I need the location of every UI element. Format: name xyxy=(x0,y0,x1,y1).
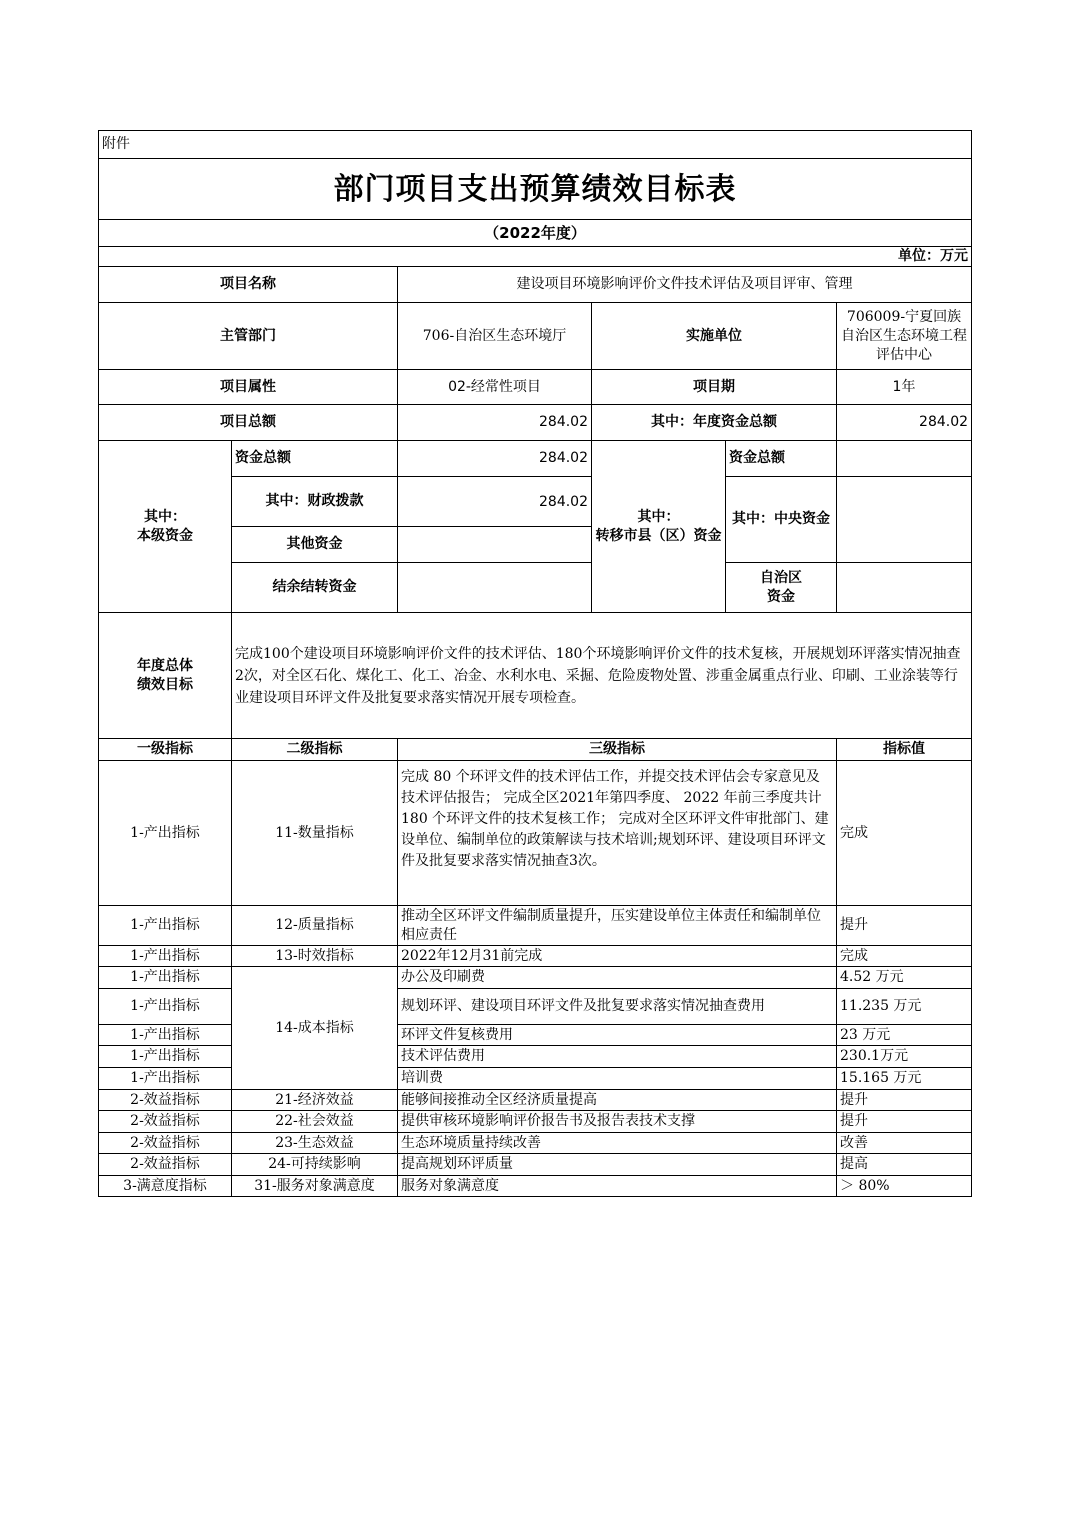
project-total-label: 项目总额 xyxy=(99,405,398,441)
table-row-value: ＞ 80% xyxy=(837,1176,972,1197)
table-row-value: 改善 xyxy=(837,1133,972,1154)
table-row-l3: 环评文件复核费用 xyxy=(398,1025,837,1046)
unit-label: 单位：万元 xyxy=(99,247,972,267)
table-row-l3: 培训费 xyxy=(398,1068,837,1090)
table-row-l3: 能够间接推动全区经济质量提高 xyxy=(398,1090,837,1111)
central-funds-label: 其中：中央资金 xyxy=(726,477,837,563)
central-funds-value xyxy=(837,477,972,563)
region-funds-value xyxy=(837,563,972,613)
page-title: 部门项目支出预算绩效目标表 xyxy=(99,159,972,220)
table-row-l3: 服务对象满意度 xyxy=(398,1176,837,1197)
other-funds-label: 其他资金 xyxy=(232,527,398,563)
table-row-l1: 1-产出指标 xyxy=(99,906,232,946)
project-attr-label: 项目属性 xyxy=(99,370,398,405)
table-row-l3: 规划环评、建设项目环评文件及批复要求落实情况抽查费用 xyxy=(398,989,837,1025)
table-row-l3: 办公及印刷费 xyxy=(398,967,837,989)
table-row-value: 15.165 万元 xyxy=(837,1068,972,1090)
project-period-value: 1年 xyxy=(837,370,972,405)
table-row-l1: 2-效益指标 xyxy=(99,1133,232,1154)
table-row-value: 完成 xyxy=(837,946,972,967)
annual-goal-text: 完成100个建设项目环境影响评价文件的技术评估、180个环境影响评价文件的技术复核，开展规划环评落实情况抽查2次，对全区石化、煤化工、化工、冶金、水利水电、采掘、危险废物处置、涉重金属重点行业、印刷、工业涂装等行业建设项目环评文件及批复要求落实情况开展专项检查。 xyxy=(232,613,972,739)
table-row-l2: 21-经济效益 xyxy=(232,1090,398,1111)
project-attr-value: 02-经常性项目 xyxy=(398,370,592,405)
table-row-l3: 技术评估费用 xyxy=(398,1046,837,1068)
table-row-value: 提升 xyxy=(837,906,972,946)
table-row-l1: 1-产出指标 xyxy=(99,967,232,989)
local-funds-label: 其中： 本级资金 xyxy=(99,441,232,613)
table-row-l2: 31-服务对象满意度 xyxy=(232,1176,398,1197)
dept-label: 主管部门 xyxy=(99,303,398,370)
table-row-l3: 提供审核环境影响评价报告书及报告表技术支撑 xyxy=(398,1111,837,1133)
table-row-value: 11.235 万元 xyxy=(837,989,972,1025)
table-row-l1: 2-效益指标 xyxy=(99,1090,232,1111)
table-row-l1: 2-效益指标 xyxy=(99,1154,232,1176)
table-row-l2: 24-可持续影响 xyxy=(232,1154,398,1176)
dept-value: 706-自治区生态环境厅 xyxy=(398,303,592,370)
table-row-value: 23 万元 xyxy=(837,1025,972,1046)
table-row-l1: 1-产出指标 xyxy=(99,946,232,967)
budget-performance-form xyxy=(98,130,971,1197)
funds-total-value: 284.02 xyxy=(398,441,592,477)
table-row-l1: 1-产出指标 xyxy=(99,1068,232,1090)
header-level2: 二级指标 xyxy=(232,739,398,761)
table-row-l3: 提高规划环评质量 xyxy=(398,1154,837,1176)
table-row-l2: 23-生态效益 xyxy=(232,1133,398,1154)
carryover-funds-value xyxy=(398,563,592,613)
table-row-value: 提升 xyxy=(837,1090,972,1111)
annual-total-label: 其中：年度资金总额 xyxy=(592,405,837,441)
fiscal-funds-label: 其中：财政拨款 xyxy=(232,477,398,527)
performance-table xyxy=(98,130,972,1197)
table-row-value: 提升 xyxy=(837,1111,972,1133)
impl-unit-label: 实施单位 xyxy=(592,303,837,370)
table-row-l1: 1-产出指标 xyxy=(99,1046,232,1068)
table-row-l1: 1-产出指标 xyxy=(99,989,232,1025)
year-label: （2022年度） xyxy=(99,220,972,247)
project-name-value: 建设项目环境影响评价文件技术评估及项目评审、管理 xyxy=(398,267,972,303)
header-level1: 一级指标 xyxy=(99,739,232,761)
table-row-value: 完成 xyxy=(837,761,972,906)
table-row-l1: 1-产出指标 xyxy=(99,761,232,906)
table-row-l3: 2022年12月31前完成 xyxy=(398,946,837,967)
impl-unit-value: 706009-宁夏回族自治区生态环境工程评估中心 xyxy=(837,303,972,370)
project-period-label: 项目期 xyxy=(592,370,837,405)
table-row-l3: 推动全区环评文件编制质量提升，压实建设单位主体责任和编制单位相应责任 xyxy=(398,906,837,946)
project-name-label: 项目名称 xyxy=(99,267,398,303)
table-row-l1: 3-满意度指标 xyxy=(99,1176,232,1197)
fiscal-funds-value: 284.02 xyxy=(398,477,592,527)
transfer-total-label: 资金总额 xyxy=(726,441,837,477)
table-row-value: 4.52 万元 xyxy=(837,967,972,989)
attachment-label: 附件 xyxy=(99,131,972,159)
table-row-l1: 1-产出指标 xyxy=(99,1025,232,1046)
project-total-value: 284.02 xyxy=(398,405,592,441)
transfer-total-value xyxy=(837,441,972,477)
annual-total-value: 284.02 xyxy=(837,405,972,441)
table-row-l1: 2-效益指标 xyxy=(99,1111,232,1133)
annual-goal-label: 年度总体 绩效目标 xyxy=(99,613,232,739)
transfer-funds-label: 其中： 转移市县（区）资金 xyxy=(592,441,726,613)
table-row-l2: 22-社会效益 xyxy=(232,1111,398,1133)
table-row-l2: 13-时效指标 xyxy=(232,946,398,967)
table-row-l3: 完成 80 个环评文件的技术评估工作，并提交技术评估会专家意见及技术评估报告； 完成全区2021年第四季度、 2022 年前三季度共计 180 个环评文件的技术复核工作； 完成对全区环评文件审批部门、建设单位、编制单位的政策解读与技术培训;规划环评、建设项目环评文件及批复要求落实情况抽查3次。 xyxy=(398,761,837,906)
table-row-value: 提高 xyxy=(837,1154,972,1176)
header-level3: 三级指标 xyxy=(398,739,837,761)
table-row-l3: 生态环境质量持续改善 xyxy=(398,1133,837,1154)
carryover-funds-label: 结余结转资金 xyxy=(232,563,398,613)
table-row-l2: 14-成本指标 xyxy=(232,967,398,1090)
header-value: 指标值 xyxy=(837,739,972,761)
table-row-value: 230.1万元 xyxy=(837,1046,972,1068)
table-row-l2: 11-数量指标 xyxy=(232,761,398,906)
region-funds-label: 自治区 资金 xyxy=(726,563,837,613)
other-funds-value xyxy=(398,527,592,563)
table-row-l2: 12-质量指标 xyxy=(232,906,398,946)
funds-total-label: 资金总额 xyxy=(232,441,398,477)
